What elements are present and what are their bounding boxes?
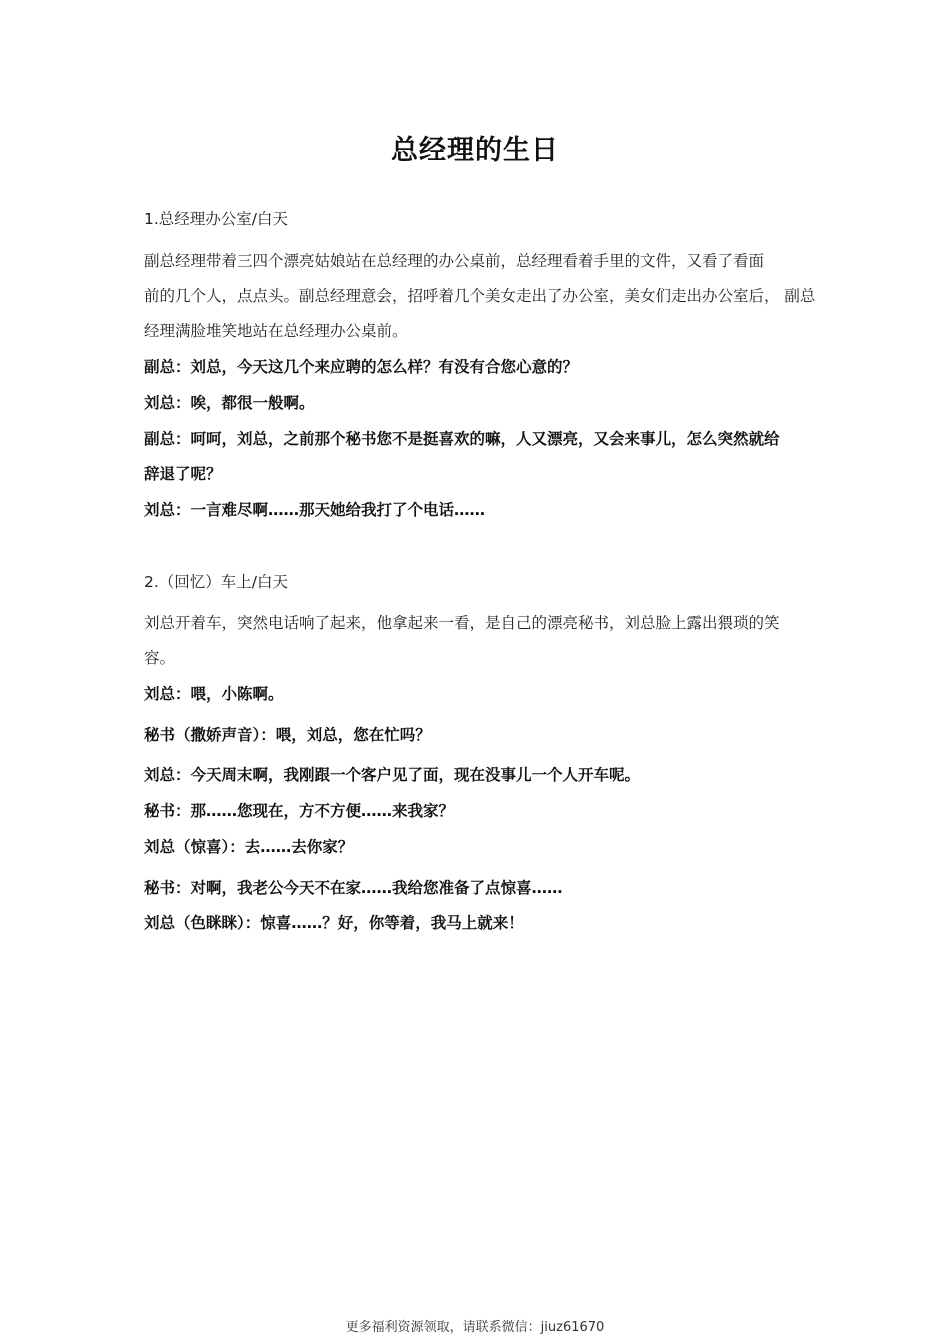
page-title: 总经理的生日 [391, 135, 559, 166]
scene-2-dialogue-line: 刘总：今天周末啊，我刚跟一个客户见了面，现在没事儿一个人开车呢。 [144, 766, 641, 784]
scene-2-dialogue-line: 刘总（惊喜）：去……去你家？ [144, 838, 354, 856]
scene-1-heading: 1.总经理办公室/白天 [144, 210, 289, 228]
scene-1-dialogue-line: 刘总：唉，都很一般啊。 [144, 394, 315, 412]
scene-2-dialogue-line: 秘书：对啊，我老公今天不在家……我给您准备了点惊喜…… [144, 879, 563, 897]
scene-1-dialogue-line: 副总：呵呵，刘总，之前那个秘书您不是挺喜欢的嘛，人又漂亮，又会来事儿，怎么突然就给 [144, 430, 780, 448]
scene-2-narration-line: 刘总开着车，突然电话响了起来，他拿起来一看，是自己的漂亮秘书，刘总脸上露出猥琐的笑 [144, 614, 780, 632]
scene-2-dialogue-line: 秘书：那……您现在，方不方便……来我家？ [144, 802, 455, 820]
scene-2-heading: 2.（回忆）车上/白天 [144, 573, 289, 591]
scene-2-dialogue-line: 刘总：喂，小陈啊。 [144, 685, 284, 703]
scene-1-dialogue-line: 刘总：一言难尽啊……那天她给我打了个电话…… [144, 501, 486, 519]
scene-1-narration-line: 经理满脸堆笑地站在总经理办公桌前。 [144, 322, 408, 340]
scene-1-dialogue-line: 辞退了呢？ [144, 465, 222, 483]
scene-1-narration-line: 前的几个人，点点头。副总经理意会，招呼着几个美女走出了办公室，美女们走出办公室后， 副总 [144, 287, 816, 305]
scene-2-narration-line: 容。 [144, 649, 176, 667]
scene-2-dialogue-line: 秘书（撒娇声音）：喂，刘总，您在忙吗？ [144, 726, 431, 744]
scene-1-narration-line: 副总经理带着三四个漂亮姑娘站在总经理的办公桌前，总经理看着手里的文件，又看了看面 [144, 252, 765, 270]
page-footer: 更多福利资源领取，请联系微信：jiuz61670 [345, 1320, 605, 1335]
scene-1-dialogue-line: 副总：刘总，今天这几个来应聘的怎么样？有没有合您心意的？ [144, 358, 579, 376]
scene-2-dialogue-line: 刘总（色眯眯）：惊喜……？好，你等着，我马上就来！ [144, 914, 524, 932]
